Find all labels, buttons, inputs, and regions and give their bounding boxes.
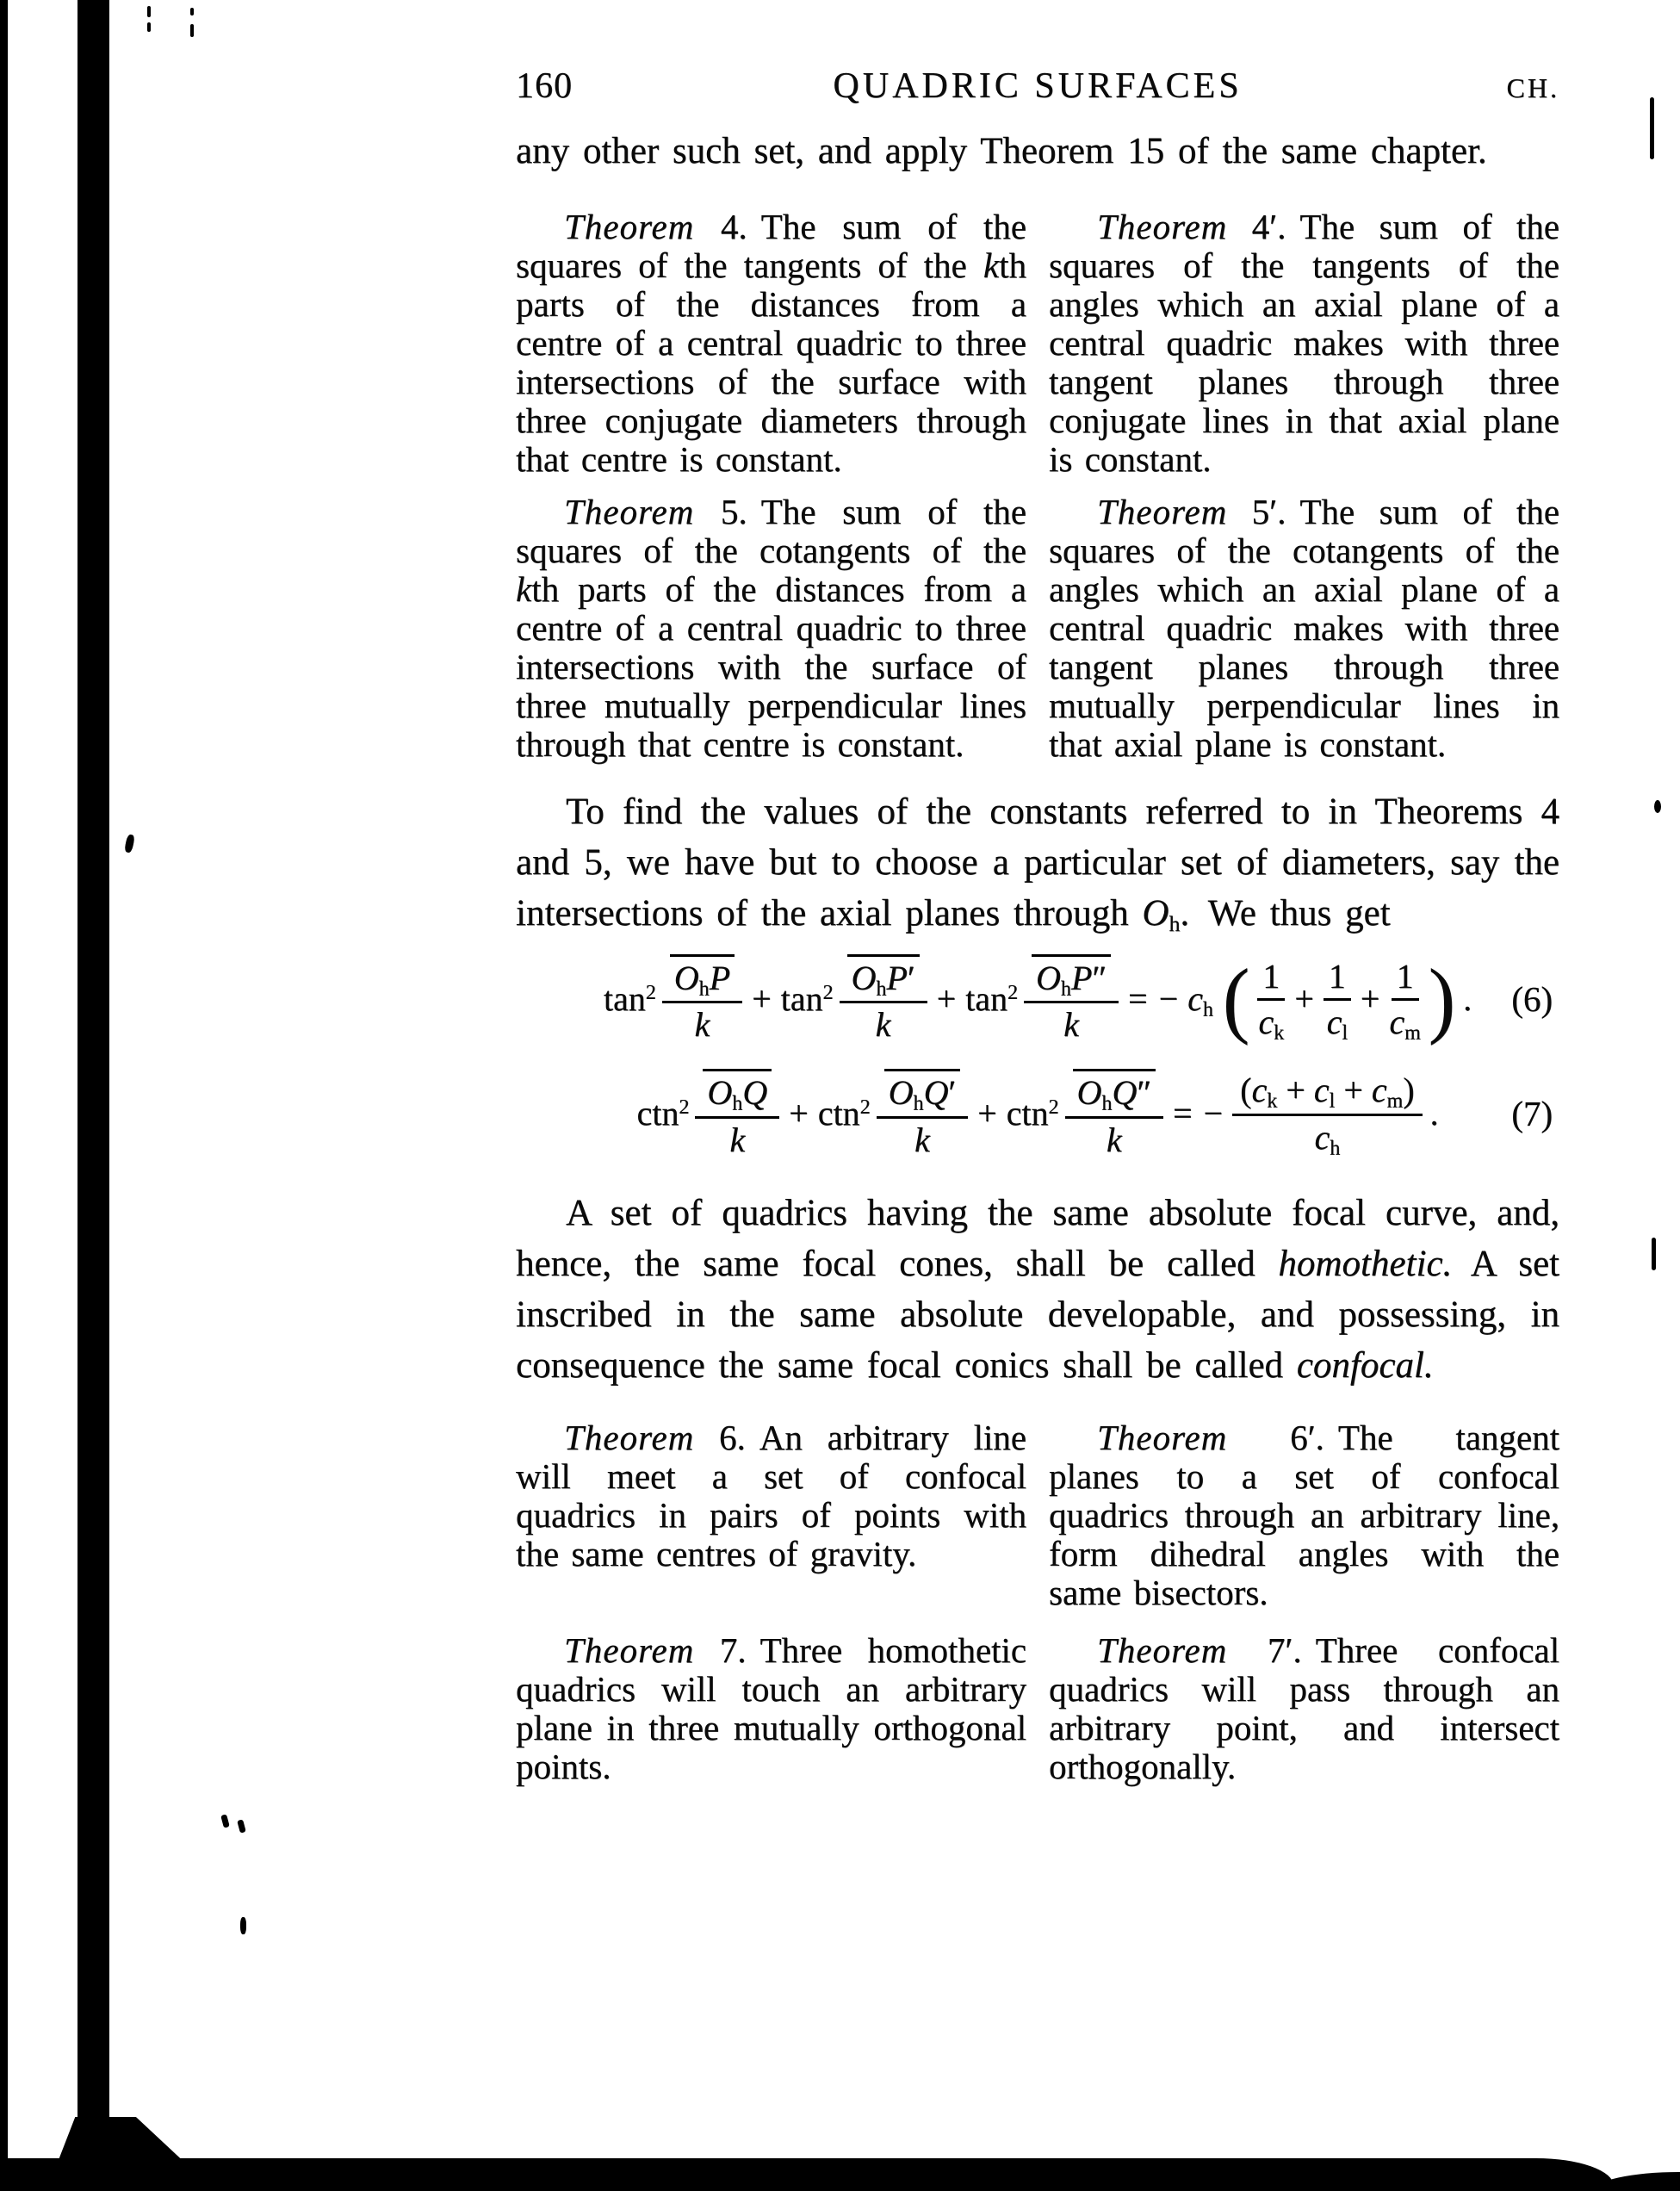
scan-mark (190, 24, 194, 37)
theorem-7-label: Theorem (564, 1629, 695, 1670)
math-fraction: $\frac{1}{c_l}$ (1324, 958, 1351, 1040)
equation-7: ctn$^2$ $\frac{O_hQ}{k}$ + ctn$^2$ $\frac{O_hQ'}{k}$ + ctn$^2$ $\frac{O_hQ''}{k}$ = − $\frac{(c_k + c_l + c_m)}{c_h}$ . (7) (636, 1071, 1553, 1160)
scan-artifact-binding-bar (77, 0, 109, 2191)
scan-artifact-bottom-band (0, 2158, 1614, 2191)
scan-artifact-left-edge-strip (0, 0, 8, 2191)
scan-mark (147, 22, 151, 32)
theorem-7-prime-label: Theorem (1097, 1629, 1228, 1670)
math-term: $\tan^2$ $\frac{O_hP''}{k}$ (965, 954, 1119, 1043)
math-term: ctn$^2$ $\frac{O_hQ}{k}$ (636, 1069, 779, 1158)
paragraph-homothetic-confocal: A set of quadrics having the same absolute focal curve, and, hence, the same focal cones, shall be called homothetic. A set inscribed in the same absolute developable, and possessing, in consequence the same focal conics shall be called confocal. (516, 1192, 1559, 1386)
scan-mark (147, 6, 151, 17)
chapter-abbrev: CH. (1506, 72, 1559, 103)
theorem-7: Theorem 7. Three homothetic quadrics will touch an arbitrary plane in three mutually orthogonal points. (516, 1629, 1026, 1786)
theorem-5: Theorem 5. The sum of the squares of the cotangents of the kth parts of the distances from a centre of a central quadric to three intersections with the surface of three mutually perpendicular lines through that centre is constant. (516, 492, 1026, 764)
equation-number-6: (6) (1511, 978, 1553, 1019)
page-number: 160 (516, 66, 573, 106)
paragraph-intro: any other such set, and apply Theorem 15 of the same chapter. (516, 131, 1487, 171)
theorem-4-label: Theorem (564, 207, 695, 246)
scan-mark (1654, 800, 1661, 813)
scan-mark (124, 834, 135, 853)
scan-mark (240, 1917, 246, 1934)
theorem-pair-4 (516, 208, 1559, 479)
theorem-4-prime: Theorem 4′. The sum of the squares of the tangents of the angles which an axial plane of a central quadric makes with three tangent planes through three conjugate lines in that axial plane is constant. (1049, 207, 1559, 479)
math-coefficient: $c_h$ (1187, 979, 1213, 1021)
running-title: QUADRIC SURFACES (833, 66, 1243, 106)
theorem-6-prime: Theorem 6′. The tangent planes to a set of confocal quadrics through an arbitrary line, form dihedral angles with the same bisectors. (1049, 1417, 1560, 1612)
math-term: ctn$^2$ $\frac{O_hQ'}{k}$ (818, 1069, 968, 1158)
paragraph-find-values: To find the values of the constants referred to in Theorems 4 and 5, we have but to choose a particular set of diameters, say the intersections of the axial planes through $O_h$. We thus get (516, 791, 1559, 937)
scan-mark (190, 8, 194, 16)
running-header (516, 65, 1559, 110)
theorem-5-prime: Theorem 5′. The sum of the squares of the cotangents of the angles which an axial plane of a central quadric makes with three tangent planes through three mutually perpendicular lines in that axial plane is constant. (1049, 492, 1559, 764)
math-term: ctn$^2$ $\frac{O_hQ''}{k}$ (1007, 1069, 1163, 1158)
math-fraction: $\frac{1}{c_m}$ (1389, 956, 1421, 1045)
math-fraction: $\frac{(c_k + c_l + c_m)}{c_h}$ (1232, 1071, 1422, 1155)
math-var-O: O (1142, 893, 1169, 934)
equation-6: $\tan^2$ $\frac{O_hP}{k}$ + $\tan^2$ $\frac{O_hP'}{k}$ + $\tan^2$ $\frac{O_hP''}{k}$ = − $c_h$ ( $\frac{1}{c_k}$ + $\frac{1}{c_l}$ + $\frac{1}{c_m}$ ) . (6) (603, 952, 1553, 1046)
theorem-5-label: Theorem (564, 492, 695, 531)
theorem-pair-5 (516, 493, 1559, 764)
equation-number-7: (7) (1511, 1093, 1553, 1133)
scan-mark (1652, 1238, 1656, 1270)
theorem-6-prime-label: Theorem (1097, 1417, 1228, 1457)
page-content (516, 65, 1559, 1786)
math-fraction: $\frac{1}{c_k}$ (1258, 956, 1285, 1045)
math-term: $\tan^2$ $\frac{O_hP}{k}$ (604, 954, 742, 1043)
theorem-pair-7 (516, 1631, 1559, 1786)
term-confocal: confocal. (1296, 1344, 1434, 1386)
theorem-5-prime-label: Theorem (1097, 492, 1228, 531)
theorem-6-label: Theorem (564, 1417, 695, 1457)
scan-mark (237, 1819, 246, 1833)
theorem-4-prime-label: Theorem (1097, 207, 1228, 246)
theorem-6: Theorem 6. An arbitrary line will meet a set of confocal quadrics in pairs of points with the same centres of gravity. (516, 1417, 1027, 1573)
theorem-pair-6 (516, 1418, 1559, 1612)
math-term: $\tan^2$ $\frac{O_hP'}{k}$ (781, 954, 927, 1043)
scan-mark (1650, 97, 1654, 159)
theorem-4: Theorem 4. The sum of the squares of the tangents of the kth parts of the distances from a centre of a central quadric to three intersections of the surface with three conjugate diameters through that centre is constant. (516, 207, 1026, 479)
theorem-7-prime: Theorem 7′. Three confocal quadrics will pass through an arbitrary point, and intersect orthogonally. (1049, 1629, 1560, 1786)
scan-mark (220, 1814, 230, 1828)
term-homothetic: homothetic. (1278, 1243, 1453, 1284)
